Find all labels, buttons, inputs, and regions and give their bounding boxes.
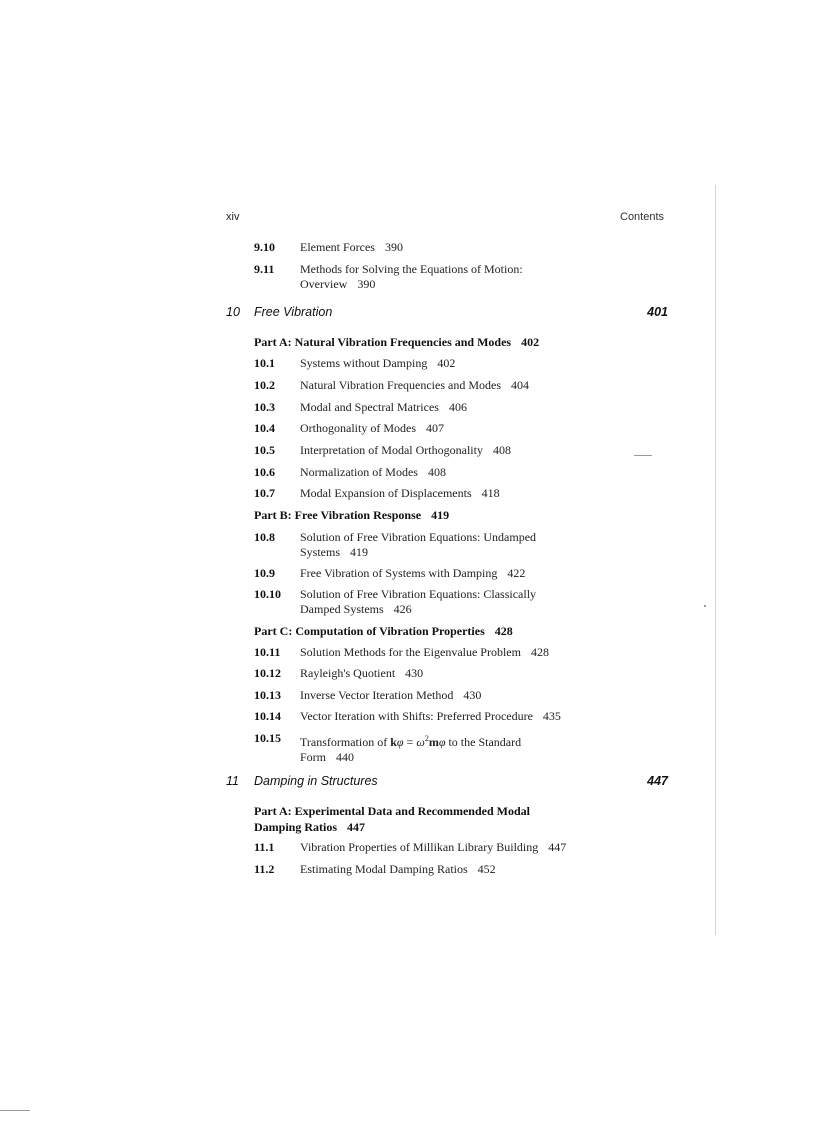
section-title-prefix: Transformation of <box>300 735 391 749</box>
section-page: 428 <box>530 645 549 659</box>
scan-speck <box>0 1110 30 1111</box>
section-number: 11.2 <box>254 862 275 876</box>
section-title: Vibration Properties of Millikan Library Building <box>300 840 539 854</box>
part-heading[interactable] <box>254 507 564 523</box>
section-page: 435 <box>542 709 561 723</box>
chapter-heading-10[interactable] <box>226 305 668 321</box>
part-heading[interactable] <box>254 334 564 350</box>
running-title: Contents <box>620 211 665 223</box>
section-page: 422 <box>507 566 526 580</box>
section-number: 10.4 <box>254 421 275 435</box>
section-number: 10.8 <box>254 530 275 544</box>
section-page: 426 <box>393 602 412 616</box>
section-title: Element Forces <box>300 240 375 254</box>
section-page: 402 <box>437 356 456 370</box>
section-number: 10.5 <box>254 443 275 457</box>
part-title: Part C: Computation of Vibration Properties <box>254 624 485 638</box>
section-title: Systems without Damping <box>300 356 428 370</box>
section-number: 9.11 <box>254 262 275 276</box>
part-heading[interactable] <box>254 623 564 639</box>
section-title: Free Vibration of Systems with Damping <box>300 566 498 580</box>
section-number: 10.2 <box>254 378 275 392</box>
section-title-suffix: to the Standard Form <box>300 735 522 764</box>
section-page: 404 <box>511 378 530 392</box>
section-title: Modal Expansion of Displacements <box>300 486 472 500</box>
section-number: 10.12 <box>254 666 281 680</box>
chapter-page: 401 <box>647 305 668 319</box>
part-page: 447 <box>347 820 366 834</box>
part-page: 419 <box>431 508 450 522</box>
section-title: Orthogonality of Modes <box>300 421 416 435</box>
page-number: xiv <box>226 211 240 223</box>
section-page: 447 <box>548 840 567 854</box>
chapter-heading-11[interactable] <box>226 774 668 790</box>
section-number: 10.10 <box>254 587 281 601</box>
scan-speck <box>704 605 706 607</box>
section-page: 408 <box>492 443 511 457</box>
section-page: 407 <box>426 421 444 435</box>
section-title: Vector Iteration with Shifts: Preferred Procedure <box>300 709 533 723</box>
part-title: Part B: Free Vibration Response <box>254 508 422 522</box>
section-title: Solution of Free Vibration Equations: Classically Damped Systems <box>300 587 537 616</box>
chapter-page: 447 <box>647 774 668 788</box>
section-page: 408 <box>427 465 446 479</box>
section-number: 10.7 <box>254 486 275 500</box>
section-title: Inverse Vector Iteration Method <box>300 688 454 702</box>
part-title: Part A: Experimental Data and Recommended Modal Damping Ratios <box>254 804 530 834</box>
part-page: 402 <box>521 335 540 349</box>
section-page: 440 <box>336 750 355 764</box>
section-number: 10.6 <box>254 465 275 479</box>
section-number: 10.3 <box>254 400 275 414</box>
section-number: 10.13 <box>254 688 281 702</box>
section-number: 10.1 <box>254 356 275 370</box>
section-page: 430 <box>405 666 424 680</box>
scan-speck <box>634 455 652 456</box>
section-page: 452 <box>477 862 496 876</box>
section-title: Natural Vibration Frequencies and Modes <box>300 378 502 392</box>
section-title: Modal and Spectral Matrices <box>300 400 439 414</box>
section-page: 406 <box>448 400 467 414</box>
section-title: Solution Methods for the Eigenvalue Problem <box>300 645 521 659</box>
section-page: 418 <box>481 486 500 500</box>
part-title: Part A: Natural Vibration Frequencies and Modes <box>254 335 512 349</box>
section-title: Methods for Solving the Equations of Motion: Overview <box>300 262 523 291</box>
section-page: 430 <box>463 688 482 702</box>
section-title: Interpretation of Modal Orthogonality <box>300 443 483 457</box>
part-page: 428 <box>494 624 513 638</box>
section-title: Normalization of Modes <box>300 465 418 479</box>
section-page: 419 <box>350 545 369 559</box>
section-number: 10.9 <box>254 566 275 580</box>
section-number: 11.1 <box>254 840 275 854</box>
section-number: 9.10 <box>254 240 275 254</box>
section-number: 10.14 <box>254 709 281 723</box>
section-number: 10.11 <box>254 645 281 659</box>
section-title: Estimating Modal Damping Ratios <box>300 862 468 876</box>
section-page: 390 <box>357 277 376 291</box>
scan-edge-line <box>715 185 716 935</box>
part-heading[interactable] <box>254 803 554 835</box>
section-number: 10.15 <box>254 731 281 745</box>
formula-k-phi-equals-omega-squared-m-phi: $k\varphi = \omega^2m\varphi$ <box>390 734 446 749</box>
chapter-title: Free Vibration <box>254 305 333 319</box>
section-title: Solution of Free Vibration Equations: Undamped Systems <box>300 530 537 559</box>
chapter-number: 10 <box>226 305 240 319</box>
chapter-title: Damping in Structures <box>254 774 378 788</box>
chapter-number: 11 <box>226 774 239 788</box>
section-page: 390 <box>384 240 403 254</box>
section-title: Rayleigh's Quotient <box>300 666 396 680</box>
